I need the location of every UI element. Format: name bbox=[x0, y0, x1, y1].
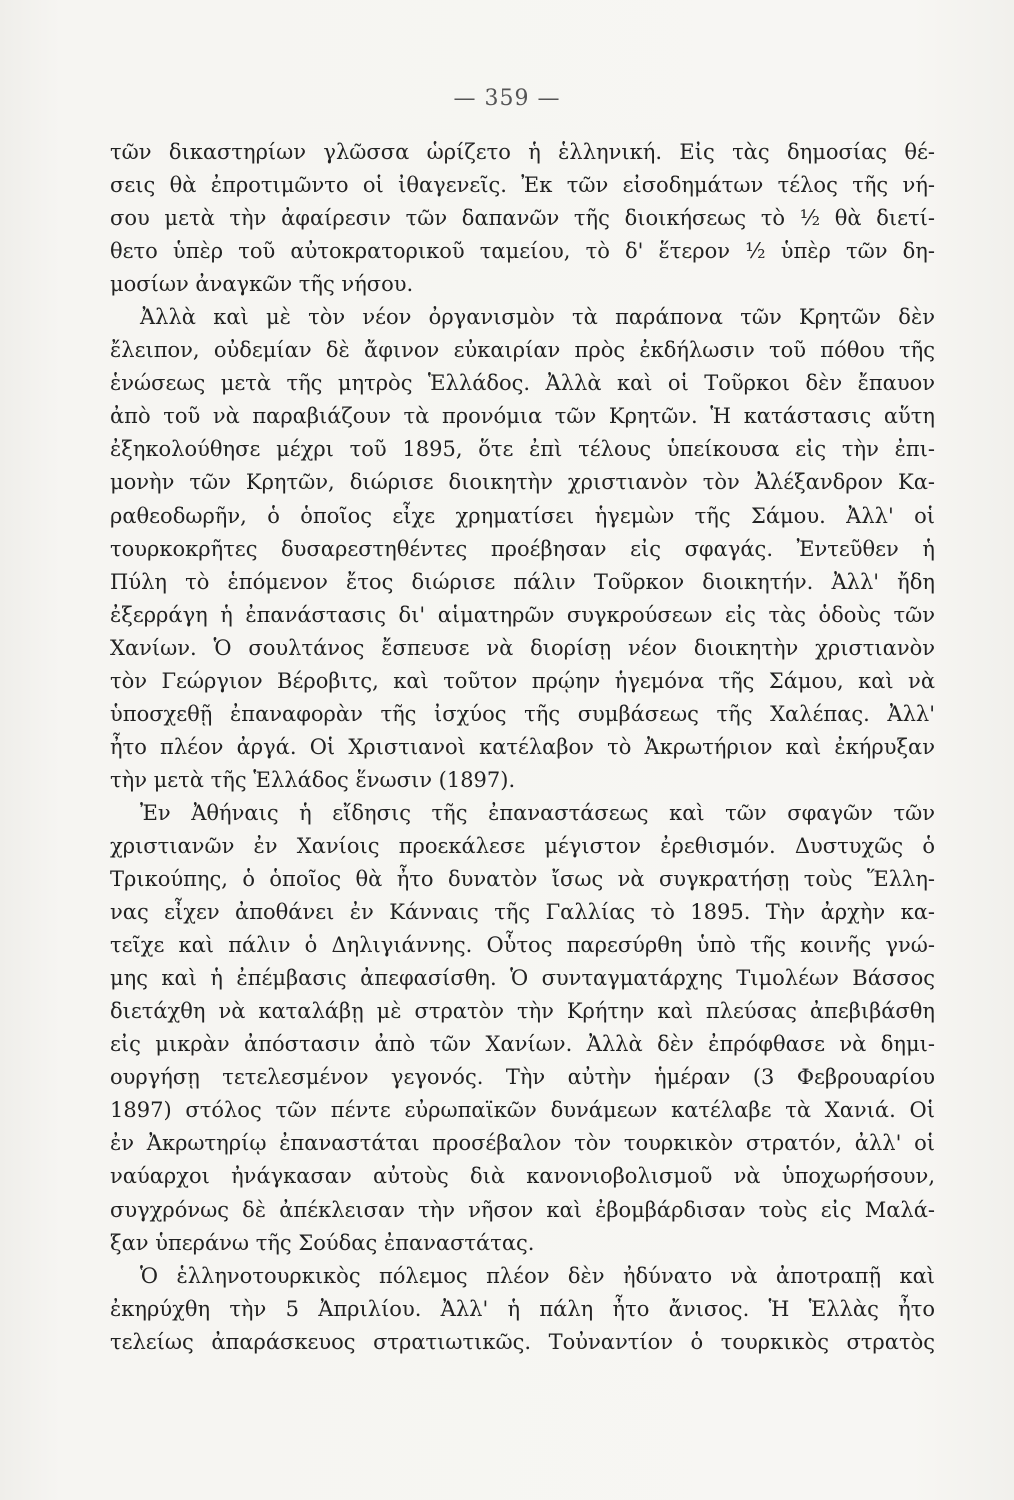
text-line: ἔλειπον, οὐδεμίαν δὲ ἄφινον εὐκαιρίαν πρὸς ἐκδήλωσιν τοῦ πόθου τῆς bbox=[110, 338, 935, 363]
text-line: ουργήσῃ τετελεσμένον γεγονός. Τὴν αὐτὴν ἡμέραν (3 Φεβρουαρίου bbox=[110, 1065, 935, 1090]
text-line: Ὁ ἑλληνοτουρκικὸς πόλεμος πλέον δὲν ἠδύνατο νὰ ἀποτραπῇ καὶ bbox=[140, 1263, 935, 1288]
text-line: ἐν Ἀκρωτηρίῳ ἐπαναστάται προσέβαλον τὸν τουρκικὸν στρατόν, ἀλλ' οἱ bbox=[110, 1131, 935, 1156]
text-line: Τρικούπης, ὁ ὁποῖος θὰ ἦτο δυνατὸν ἴσως νὰ συγκρατήσῃ τοὺς Ἕλλη- bbox=[110, 867, 935, 892]
text-line: ἐξερράγη ἡ ἐπανάστασις δι' αἱματηρῶν συγκρούσεων εἰς τὰς ὁδοὺς τῶν bbox=[110, 602, 935, 627]
text-line: τὴν μετὰ τῆς Ἑλλάδος ἕνωσιν (1897). bbox=[110, 767, 516, 792]
text-line: ναύαρχοι ἠνάγκασαν αὐτοὺς διὰ κανονιοβολισμοῦ νὰ ὑποχωρήσουν, bbox=[110, 1164, 935, 1189]
text-line: Ἐν Ἀθήναις ἡ εἴδησις τῆς ἐπαναστάσεως καὶ τῶν σφαγῶν τῶν bbox=[140, 800, 935, 825]
text-line: ὑποσχεθῇ ἐπαναφορὰν τῆς ἰσχύος τῆς συμβάσεως τῆς Χαλέπας. Ἀλλ' bbox=[110, 701, 935, 726]
text-line: ἦτο πλέον ἀργά. Οἱ Χριστιανοὶ κατέλαβον τὸ Ἀκρωτήριον καὶ ἐκήρυξαν bbox=[110, 734, 935, 759]
page-number: — 359 — bbox=[453, 86, 561, 111]
body-text bbox=[110, 136, 935, 1359]
text-line: συγχρόνως δὲ ἀπέκλεισαν τὴν νῆσον καὶ ἐβομβάρδισαν τοὺς εἰς Μαλά- bbox=[110, 1197, 935, 1222]
text-line: ἑνώσεως μετὰ τῆς μητρὸς Ἑλλάδος. Ἀλλὰ καὶ οἱ Τοῦρκοι δὲν ἔπαυον bbox=[110, 371, 935, 396]
text-line: 1897) στόλος τῶν πέντε εὐρωπαϊκῶν δυνάμεων κατέλαβε τὰ Χανιά. Οἱ bbox=[110, 1098, 935, 1123]
text-line: σου μετὰ τὴν ἀφαίρεσιν τῶν δαπανῶν τῆς διοικήσεως τὸ ½ θὰ διετί- bbox=[110, 206, 935, 231]
text-line: μοσίων ἀναγκῶν τῆς νήσου. bbox=[110, 272, 414, 297]
text-line: τὸν Γεώργιον Βέροβιτς, καὶ τοῦτον πρῴην ἡγεμόνα τῆς Σάμου, καὶ νὰ bbox=[110, 668, 935, 693]
text-line: ἐξηκολούθησε μέχρι τοῦ 1895, ὅτε ἐπὶ τέλους ὑπείκουσα εἰς τὴν ἐπι- bbox=[110, 437, 935, 462]
text-line: ραθεοδωρῆν, ὁ ὁποῖος εἶχε χρηματίσει ἡγεμὼν τῆς Σάμου. Ἀλλ' οἱ bbox=[110, 503, 935, 528]
text-line: θετο ὑπὲρ τοῦ αὐτοκρατορικοῦ ταμείου, τὸ δ' ἕτερον ½ ὑπὲρ τῶν δη- bbox=[110, 239, 935, 264]
text-line: ἐκηρύχθη τὴν 5 Ἀπριλίου. Ἀλλ' ἡ πάλη ἦτο ἄνισος. Ἡ Ἑλλὰς ἦτο bbox=[110, 1296, 935, 1321]
text-line: νας εἶχεν ἀποθάνει ἐν Κάνναις τῆς Γαλλίας τὸ 1895. Τὴν ἀρχὴν κα- bbox=[110, 900, 935, 925]
text-line: ξαν ὑπεράνω τῆς Σούδας ἐπαναστάτας. bbox=[110, 1230, 535, 1255]
text-line: τῶν δικαστηρίων γλῶσσα ὡρίζετο ἡ ἑλληνική. Εἰς τὰς δημοσίας θέ- bbox=[110, 140, 935, 164]
text-line: ἀπὸ τοῦ νὰ παραβιάζουν τὰ προνόμια τῶν Κρητῶν. Ἡ κατάστασις αὕτη bbox=[110, 404, 935, 429]
text-line: μονὴν τῶν Κρητῶν, διώρισε διοικητὴν χριστιανὸν τὸν Ἀλέξανδρον Κα- bbox=[110, 470, 935, 495]
text-line: Πύλη τὸ ἑπόμενον ἔτος διώρισε πάλιν Τοῦρκον διοικητήν. Ἀλλ' ἤδη bbox=[110, 569, 935, 594]
text-line: τουρκοκρῆτες δυσαρεστηθέντες προέβησαν εἰς σφαγάς. Ἐντεῦθεν ἡ bbox=[110, 536, 935, 561]
text-line: χριστιανῶν ἐν Χανίοις προεκάλεσε μέγιστον ἐρεθισμόν. Δυστυχῶς ὁ bbox=[110, 833, 935, 858]
text-line: Χανίων. Ὁ σουλτάνος ἔσπευσε νὰ διορίσῃ νέον διοικητὴν χριστιανὸν bbox=[110, 635, 935, 660]
text-line: τελείως ἀπαράσκευος στρατιωτικῶς. Τοὐναντίον ὁ τουρκικὸς στρατὸς bbox=[110, 1329, 935, 1354]
text-line: διετάχθη νὰ καταλάβῃ μὲ στρατὸν τὴν Κρήτην καὶ πλεύσας ἀπεβιβάσθη bbox=[110, 999, 935, 1024]
text-line: μης καὶ ἡ ἐπέμβασις ἀπεφασίσθη. Ὁ συνταγματάρχης Τιμολέων Βάσσος bbox=[110, 966, 935, 991]
text-line: εἰς μικρὰν ἀπόστασιν ἀπὸ τῶν Χανίων. Ἀλλὰ δὲν ἐπρόφθασε νὰ δημι- bbox=[110, 1032, 935, 1057]
text-line: σεις θὰ ἐπροτιμῶντο οἱ ἰθαγενεῖς. Ἐκ τῶν εἰσοδημάτων τέλος τῆς νή- bbox=[110, 173, 935, 198]
text-line: Ἀλλὰ καὶ μὲ τὸν νέον ὀργανισμὸν τὰ παράπονα τῶν Κρητῶν δὲν bbox=[140, 305, 935, 330]
text-line: τεῖχε καὶ πάλιν ὁ Δηλιγιάννης. Οὗτος παρεσύρθη ὑπὸ τῆς κοινῆς γνώ- bbox=[110, 933, 935, 958]
